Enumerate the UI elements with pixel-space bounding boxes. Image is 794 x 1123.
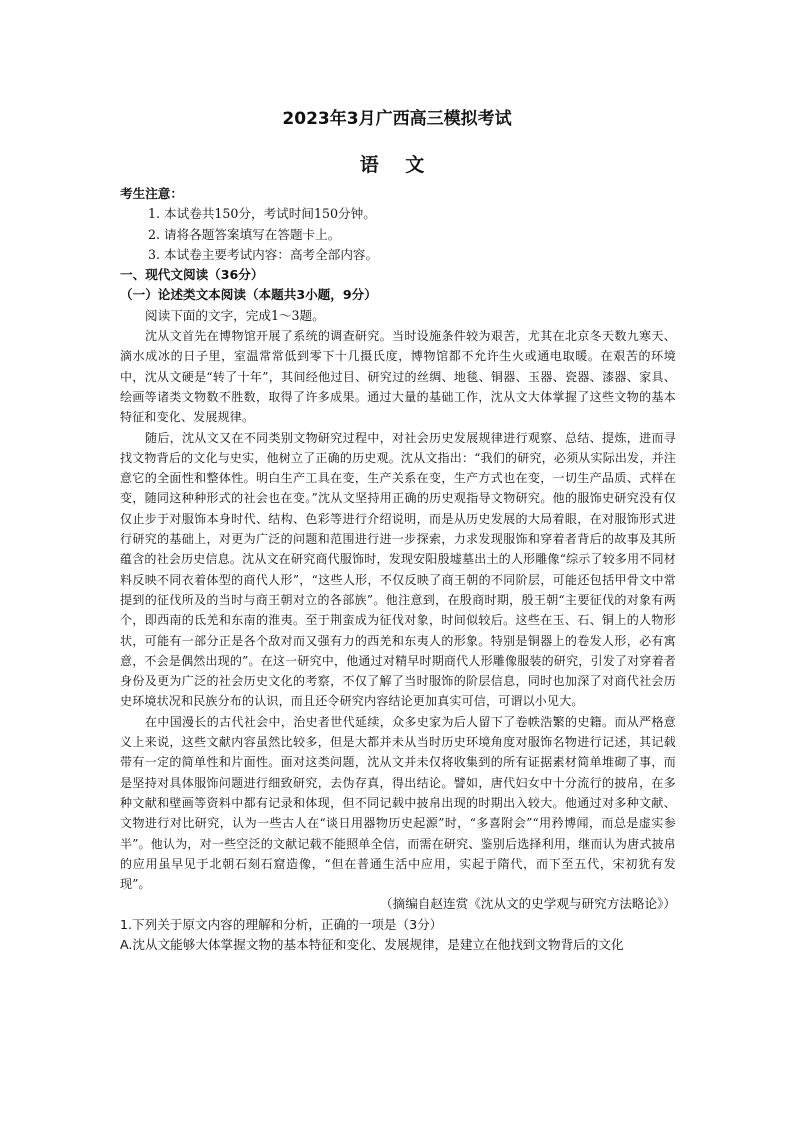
section-heading: 一、现代文阅读（36分） [120, 267, 264, 283]
passage-source: （摘编自赵连赏《沈从文的史学观与研究方法略论》） [380, 896, 676, 912]
subject-title: 语 文 [359, 154, 435, 176]
notice-item: 2. 请将各题答案填写在答题卡上。 [148, 226, 341, 242]
passage-paragraph: 在中国漫长的古代社会中，治史者世代延续，众多史家为后人留下了卷帙浩繁的史籍。而从严格意义上来说，这些文献内容虽然比较多，但是大都并未从当时历史环境角度对服饰名物进行记述，其记载带有一定的简单性和片面性。面对这类问题，沈从文并未仅将收集到的所有证据素材简单堆砌了事，而是坚持对具体服饰问题进行细致研究，去伪存真，得出结论。譬如，唐代妇女中十分流行的披帛，在多种文献和壁画等资料中都有记录和体现，但不同记载中披帛出现的时期出入较大。他通过对多种文献、文物进行对比研究，认为一些古人在“谈日用器物历史起源”时，“多喜附会”“用矜博闻，而总是虚实参半”。他认为，对一些空泛的文献记载不能照单全信，而需在研究、鉴别后选择利用，继而认为唐式披帛的应用虽早见于北朝石刻石窟造像，“但在普通生活中应用，实起于隋代，而下至五代，宋初犹有发现”。 [120, 714, 676, 892]
passage-paragraph: 沈从文首先在博物馆开展了系统的调查研究。当时设施条件较为艰苦，尤其在北京冬天数九寒天、滴水成冰的日子里，室温常常低到零下十几摄氏度，博物馆都不允许生火或通电取暖。在艰苦的环境中，沈从文硬是“转了十年”，其间经他过目、研究过的丝绸、地毯、铜器、玉器、瓷器、漆器、家具、绘画等诸类文物数不胜数，取得了许多成果。通过大量的基础工作，沈从文大体掌握了这些文物的基本特征和变化、发展规律。 [120, 329, 676, 425]
notice-item: 1. 本试卷共150分，考试时间150分钟。 [148, 206, 376, 222]
exam-content [120, 184, 676, 955]
passage-paragraph: 随后，沈从文又在不同类别文物研究过程中，对社会历史发展规律进行观察、总结、提炼，进而寻找文物背后的文化与史实，他树立了正确的历史观。沈从文指出：“我们的研究，必须从实际出发，并注意它的全面性和整体性。明白生产工具在变，生产关系在变，生产方式也在变，一切生产品质、式样在变，随同这种种形式的社会也在变。”沈从文坚持用正确的历史观指导文物研究。他的服饰史研究没有仅仅止步于对服饰本身时代、结构、色彩等进行介绍说明，而是从历史发展的大局着眼，在对服饰形式进行研究的基础上，对更为广泛的问题和范围进行进一步探索，力求发现服饰和穿着者背后的故事及其所蕴含的社会历史信息。沈从文在研究商代服饰时，发现安阳殷墟墓出土的人形雕像“综示了较多用不同材料反映不同衣着体型的商代人形”，“这些人形，不仅反映了商王朝的不同阶层，可能还包括甲骨文中常提到的征伐所及的当时与商王朝对立的各部族”。他注意到，在殷商时期，殷王朝“主要征伐的对象有两个，即西南的氐羌和东南的淮夷。至于荆蛮成为征伐对象，时间似较后。这些在玉、石、铜上的人物形状，可能有一部分正是各个敌对而又强有力的西羌和东夷人的形象。特别是铜器上的卷发人形，必有寓意，不会是偶然出现的”。在这一研究中，他通过对精早时期商代人形雕像服装的研究，引发了对穿着者身份及更为广泛的社会历史文化的考察，不仅了解了当时服饰的阶层信息，同时也加深了对商代社会历史环境状况和民族分布的认识，而且还令研究内容结论更加真实可信，可谓以小见大。 [120, 430, 676, 709]
exam-title: 2023年3月广西高三模拟考试 [282, 109, 512, 129]
notice-item: 3. 本试卷主要考试内容：高考全部内容。 [148, 246, 379, 262]
question-option-a: A.沈从文能够大体掌握文物的基本特征和变化、发展规律，是建立在他找到文物背后的文化 [120, 936, 624, 952]
notice-heading: 考生注意： [120, 186, 183, 201]
subsection-heading: （一）论述类文本阅读（本题共3小题，9分） [120, 287, 377, 303]
reading-instruction: 阅读下面的文字，完成1～3题。 [145, 307, 325, 323]
question-stem: 1.下列关于原文内容的理解和分析，正确的一项是（3分） [120, 916, 443, 932]
